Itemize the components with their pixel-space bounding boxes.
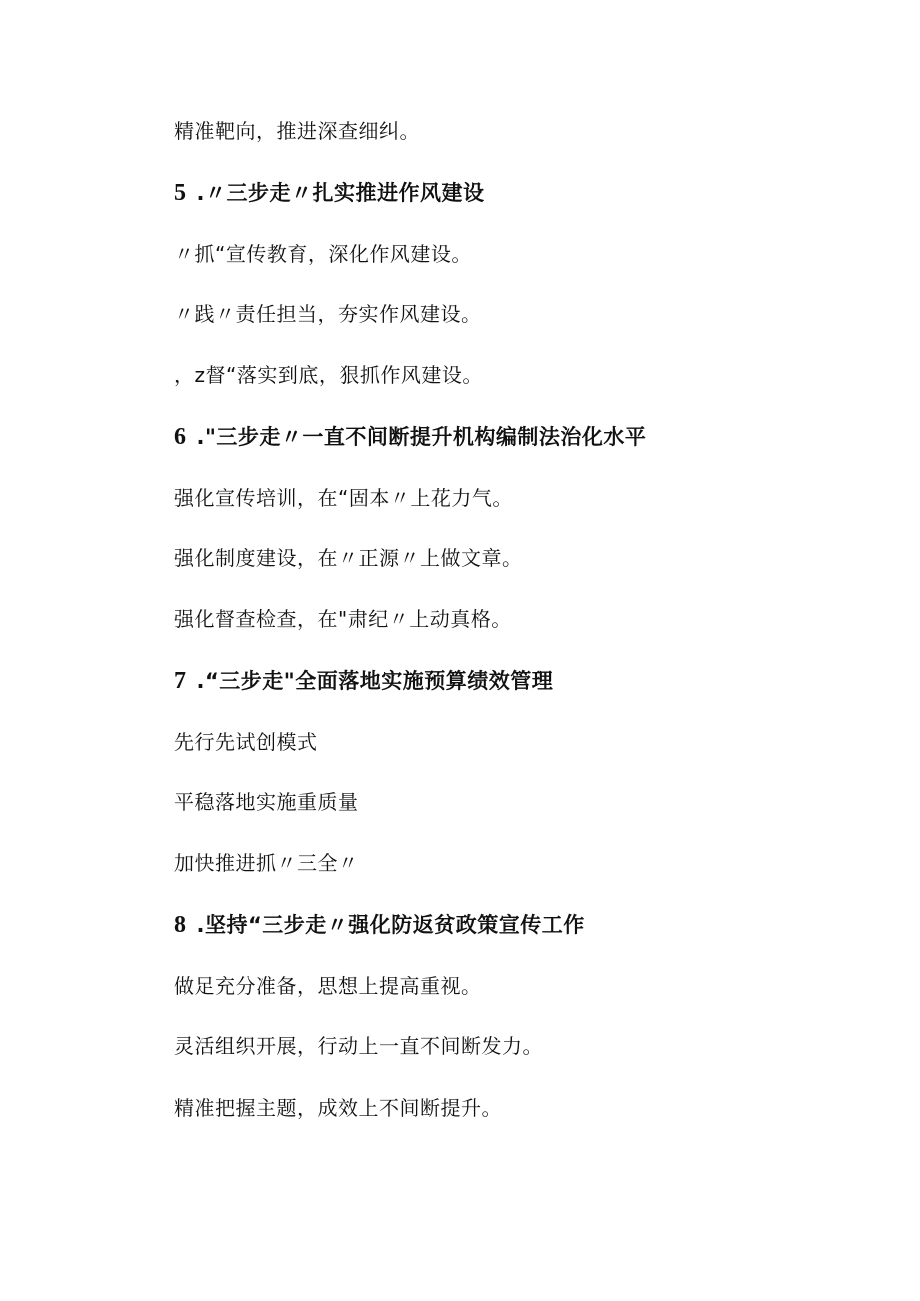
- paragraph-line: 平稳落地实施重质量: [174, 790, 359, 814]
- paragraph-line: 做足充分准备，思想上提高重视。: [174, 974, 482, 998]
- paragraph-line: 〃践〃责任担当，夯实作风建设。: [174, 302, 482, 326]
- paragraph-line: 先行先试创模式: [174, 730, 318, 754]
- paragraph-line: 精准靶向，推进深查细纠。: [174, 119, 420, 143]
- section-title: .〃三步走〃扎实推进作风建设: [196, 181, 485, 205]
- section-number: 6: [174, 424, 187, 450]
- section-number: 5: [174, 180, 187, 206]
- section-title: .坚持“三步走〃强化防返贫政策宣传工作: [196, 913, 585, 937]
- section-title: ."三步走〃一直不间断提升机构编制法治化水平: [196, 425, 647, 449]
- section-number: 8: [174, 912, 187, 938]
- paragraph-line: 灵活组织开展，行动上一直不间断发力。: [174, 1034, 543, 1058]
- paragraph-line: 精准把握主题，成效上不间断提升。: [174, 1096, 502, 1120]
- paragraph-line: 强化宣传培训，在“固本〃上花力气。: [174, 486, 513, 510]
- section-heading-7: [174, 667, 553, 695]
- paragraph-line: ，z督“落实到底，狠抓作风建设。: [174, 363, 483, 387]
- paragraph-line: 强化制度建设，在〃正源〃上做文章。: [174, 546, 523, 570]
- section-heading-6: [174, 423, 646, 451]
- section-number: 7: [174, 668, 187, 694]
- paragraph-line: 加快推进抓〃三全〃: [174, 851, 359, 875]
- paragraph-line: 〃抓“宣传教育，深化作风建设。: [174, 242, 472, 266]
- section-heading-5: [174, 179, 484, 207]
- section-title: .“三步走"全面落地实施预算绩效管理: [196, 669, 554, 693]
- paragraph-line: 强化督查检查，在"肃纪〃上动真格。: [174, 607, 512, 631]
- section-heading-8: [174, 911, 585, 939]
